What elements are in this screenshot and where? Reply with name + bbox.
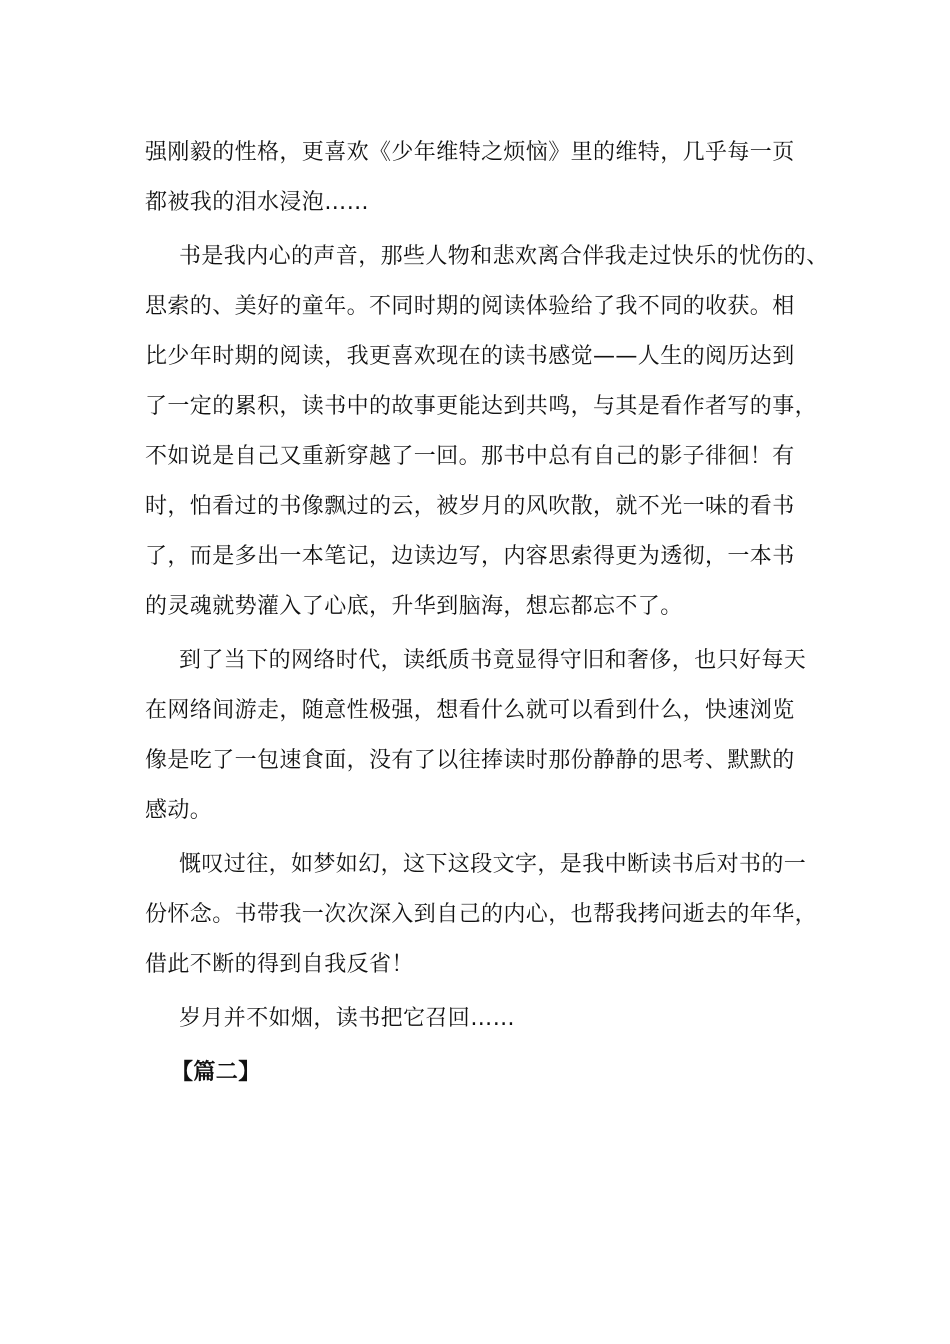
paragraph-line: 不如说是自己又重新穿越了一回。那书中总有自己的影子徘徊！有 xyxy=(145,444,795,469)
paragraph-line: 借此不断的得到自我反省！ xyxy=(145,952,414,977)
paragraph-closing xyxy=(145,994,817,1044)
paragraph-line: 思索的、美好的童年。不同时期的阅读体验给了我不同的收获。相 xyxy=(145,294,795,319)
paragraph-line: 岁月并不如烟，读书把它召回…… xyxy=(179,1006,516,1031)
paragraph-line: 的灵魂就势灌入了心底，升华到脑海，想忘都忘不了。 xyxy=(145,594,683,619)
paragraph-line: 感动。 xyxy=(145,798,213,823)
paragraph-line: 时，怕看过的书像飘过的云，被岁月的风吹散，就不光一味的看书 xyxy=(145,494,795,519)
paragraph-line: 了一定的累积，读书中的故事更能达到共鸣，与其是看作者写的事， xyxy=(145,394,818,419)
paragraph-line: 份怀念。书带我一次次深入到自己的内心，也帮我拷问逝去的年华， xyxy=(145,902,818,927)
paragraph-line: 强刚毅的性格，更喜欢《少年维特之烦恼》里的维特，几乎每一页 xyxy=(145,140,795,165)
paragraph-book-voice xyxy=(145,232,829,632)
paragraph-reflection xyxy=(145,840,817,990)
paragraph-line: 慨叹过往，如梦如幻，这下这段文字，是我中断读书后对书的一 xyxy=(179,852,807,877)
paragraph-line: 像是吃了一包速食面，没有了以往捧读时那份静静的思考、默默的 xyxy=(145,748,795,773)
paragraph-network-era xyxy=(145,636,817,836)
paragraph-line: 到了当下的网络时代，读纸质书竟显得守旧和奢侈，也只好每天 xyxy=(179,648,807,673)
document-body xyxy=(145,128,829,1098)
paragraph-line: 在网络间游走，随意性极强，想看什么就可以看到什么，快速浏览 xyxy=(145,698,795,723)
section-heading: 【篇二】 xyxy=(171,1060,261,1085)
paragraph-continued xyxy=(145,128,817,228)
paragraph-line: 书是我内心的声音，那些人物和悲欢离合伴我走过快乐的忧伤的、 xyxy=(179,244,829,269)
paragraph-line: 了，而是多出一本笔记，边读边写，内容思索得更为透彻，一本书 xyxy=(145,544,795,569)
paragraph-line: 都被我的泪水浸泡…… xyxy=(145,190,370,215)
paragraph-line: 比少年时期的阅读，我更喜欢现在的读书感觉——人生的阅历达到 xyxy=(145,344,795,369)
